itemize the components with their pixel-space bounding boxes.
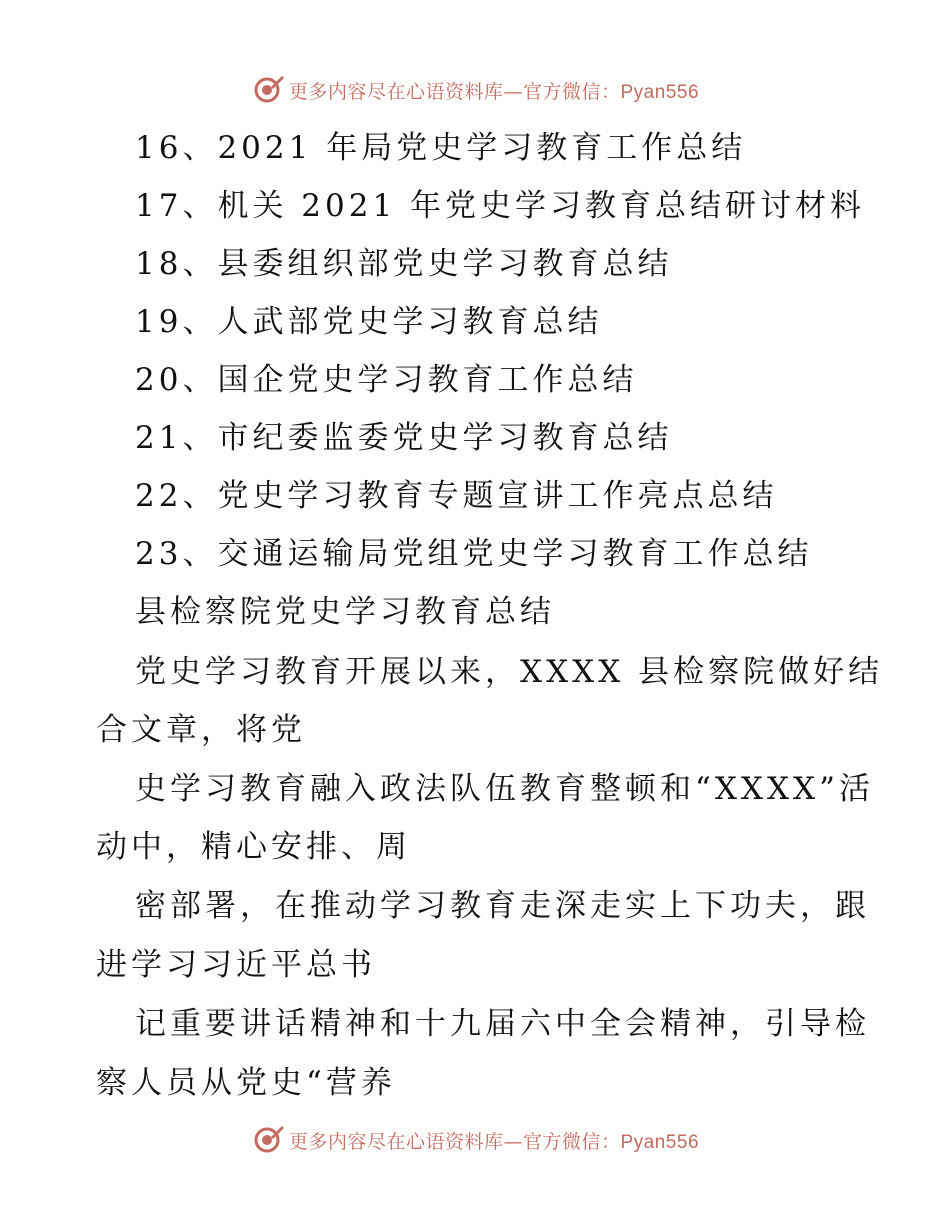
paragraph-line: 察人员从党史“营养 bbox=[96, 1065, 396, 1101]
paragraph-line: 密部署，在推动学习教育走深走实上下功夫，跟 bbox=[135, 888, 870, 924]
footer-watermark bbox=[0, 1120, 950, 1160]
paragraph-line: 进学习习近平总书 bbox=[96, 947, 376, 983]
list-item: 17、机关 2021 年党史学习教育总结研讨材料 bbox=[135, 188, 866, 224]
watermark-wechat-id: Pyan556 bbox=[620, 81, 700, 103]
paragraph-line: 记重要讲话精神和十九届六中全会精神，引导检 bbox=[135, 1006, 870, 1042]
watermark-caption: 更多内容尽在心语资料库—官方微信： bbox=[288, 1130, 621, 1153]
watermark-wechat-id: Pyan556 bbox=[620, 1131, 700, 1153]
brush-logo-icon bbox=[251, 1123, 285, 1157]
section-title: 县检察院党史学习教育总结 bbox=[135, 594, 555, 630]
list-item: 19、人武部党史学习教育总结 bbox=[135, 304, 603, 340]
paragraph-line: 党史学习教育开展以来，XXXX 县检察院做好结 bbox=[135, 654, 884, 690]
brush-logo-icon bbox=[251, 73, 285, 107]
list-item: 18、县委组织部党史学习教育总结 bbox=[135, 246, 673, 282]
paragraph-line: 合文章，将党 bbox=[96, 712, 306, 748]
paragraph-line: 动中，精心安排、周 bbox=[96, 829, 411, 865]
watermark-text bbox=[289, 1127, 699, 1154]
watermark-text bbox=[289, 77, 699, 104]
paragraph-line: 史学习教育融入政法队伍教育整顿和“XXXX”活 bbox=[135, 771, 874, 807]
list-item: 16、2021 年局党史学习教育工作总结 bbox=[135, 130, 747, 166]
header-watermark bbox=[0, 70, 950, 110]
list-item: 23、交通运输局党组党史学习教育工作总结 bbox=[135, 536, 813, 572]
list-item: 22、党史学习教育专题宣讲工作亮点总结 bbox=[135, 478, 778, 514]
watermark-caption: 更多内容尽在心语资料库—官方微信： bbox=[288, 80, 621, 103]
list-item: 21、市纪委监委党史学习教育总结 bbox=[135, 420, 673, 456]
list-item: 20、国企党史学习教育工作总结 bbox=[135, 362, 638, 398]
